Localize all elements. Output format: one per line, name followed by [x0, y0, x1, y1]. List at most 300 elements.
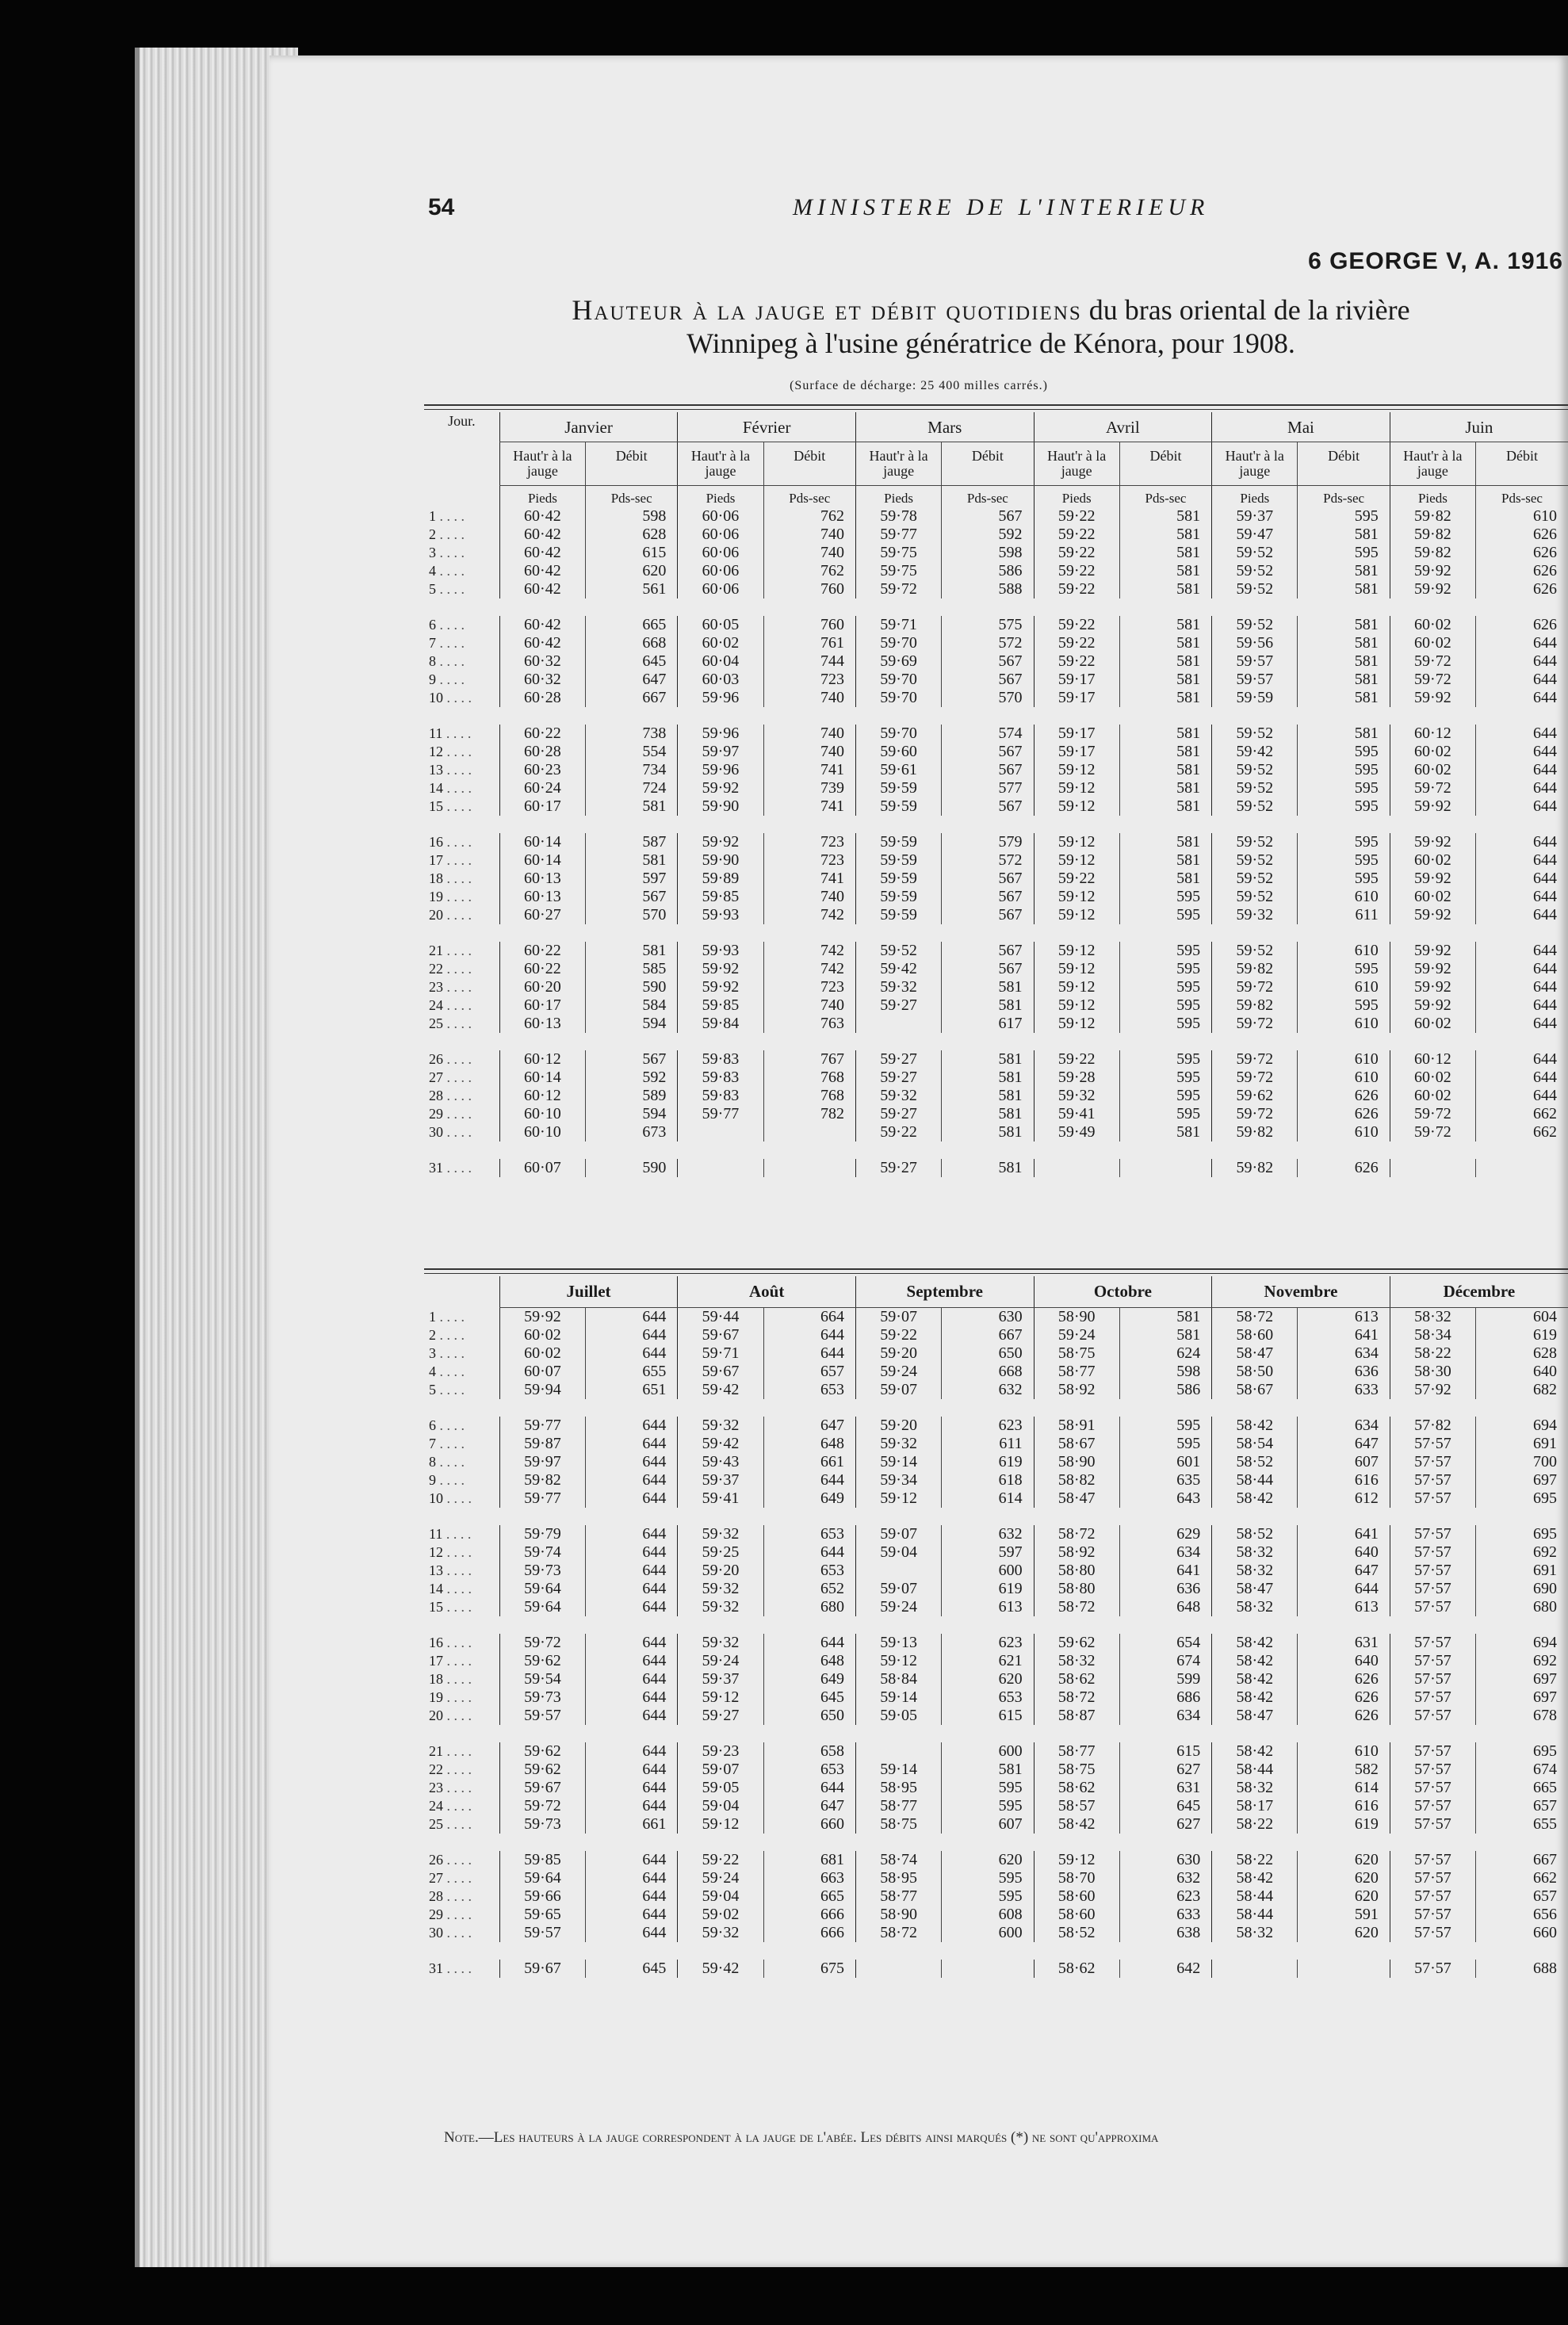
discharge-cell: 581 [942, 1761, 1034, 1779]
gauge-height-cell: 59·52 [1212, 870, 1298, 888]
discharge-cell: 581 [1298, 689, 1390, 707]
discharge-unit: Pds-sec [1119, 486, 1211, 508]
gauge-height-cell: 60·42 [499, 507, 585, 526]
gauge-height-cell: 58·32 [1390, 1308, 1475, 1327]
gauge-height-cell: 60·14 [499, 1069, 585, 1087]
discharge-cell: 644 [586, 1869, 678, 1887]
day-row [424, 1924, 1568, 1942]
discharge-cell: 668 [942, 1363, 1034, 1381]
leader-dots: . . . . [443, 889, 472, 904]
day-row [424, 797, 1568, 816]
discharge-cell: 653 [942, 1688, 1034, 1707]
leader-dots: . . . . [436, 1308, 465, 1325]
discharge-cell: 657 [1476, 1887, 1568, 1906]
gauge-height-cell: 59·44 [678, 1308, 763, 1327]
discharge-cell: 581 [1298, 526, 1390, 544]
discharge-cell: 644 [1476, 652, 1568, 671]
discharge-cell: 628 [1476, 1344, 1568, 1363]
gauge-height-cell: 59·93 [678, 942, 763, 960]
discharge-cell: 581 [1298, 725, 1390, 743]
day-row [424, 1453, 1568, 1471]
gauge-height-cell: 59·75 [855, 562, 941, 580]
gauge-height-cell: 58·42 [1212, 1670, 1298, 1688]
discharge-cell: 595 [1119, 978, 1211, 996]
gauge-height-cell: 58·42 [1034, 1815, 1119, 1834]
discharge-cell: 567 [942, 797, 1034, 816]
gauge-height-cell: 59·43 [678, 1453, 763, 1471]
gauge-height-cell [1212, 1960, 1298, 1978]
table1-top-rule [424, 404, 1568, 406]
gauge-height-cell: 59·22 [1034, 526, 1119, 544]
day-row [424, 507, 1568, 526]
gauge-height-cell: 59·82 [1390, 544, 1475, 562]
gauge-height-cell: 58·17 [1212, 1797, 1298, 1815]
gauge-height-cell: 59·22 [1034, 652, 1119, 671]
discharge-cell: 581 [1119, 634, 1211, 652]
discharge-cell: 741 [763, 870, 855, 888]
gauge-height-cell: 59·22 [1034, 1050, 1119, 1069]
discharge-cell: 570 [586, 906, 678, 924]
day-row [424, 1015, 1568, 1033]
gauge-height-cell: 58·75 [1034, 1344, 1119, 1363]
gauge-height-cell: 60·12 [1390, 1050, 1475, 1069]
gauge-height-cell: 60·32 [499, 652, 585, 671]
gauge-height-cell: 59·64 [499, 1598, 585, 1616]
gauge-height-cell: 59·83 [678, 1050, 763, 1069]
discharge-cell: 619 [942, 1453, 1034, 1471]
discharge-cell: 620 [942, 1670, 1034, 1688]
discharge-cell: 686 [1119, 1688, 1211, 1707]
gauge-height-cell: 59·92 [1390, 870, 1475, 888]
discharge-header: Débit [1476, 442, 1568, 486]
gauge-height-cell: 59·72 [1390, 1123, 1475, 1141]
discharge-cell: 598 [1119, 1363, 1211, 1381]
gauge-height-cell: 59·34 [855, 1471, 941, 1489]
discharge-cell: 644 [586, 1417, 678, 1435]
gauge-height-cell: 59·84 [678, 1015, 763, 1033]
day-row [424, 562, 1568, 580]
gauge-height-cell: 59·92 [678, 779, 763, 797]
gauge-height-cell: 59·92 [1390, 580, 1475, 598]
gauge-height-cell: 58·42 [1212, 1489, 1298, 1508]
discharge-cell: 651 [586, 1381, 678, 1399]
gauge-height-header: Haut'r à la jauge [1390, 442, 1475, 486]
discharge-cell: 610 [1476, 507, 1568, 526]
discharge-cell: 644 [586, 1525, 678, 1543]
leader-dots: . . . . [443, 1635, 472, 1650]
running-head [270, 194, 1568, 274]
day-number: 2 . . . . [429, 526, 465, 542]
discharge-cell: 620 [1298, 1851, 1390, 1869]
gauge-height-cell: 59·82 [1212, 1123, 1298, 1141]
day-number: 5 . . . . [429, 581, 465, 597]
gauge-height-cell [855, 1562, 941, 1580]
discharge-cell: 664 [763, 1308, 855, 1327]
gauge-height-cell: 59·96 [678, 725, 763, 743]
discharge-cell: 644 [1476, 779, 1568, 797]
discharge-cell: 742 [763, 960, 855, 978]
discharge-cell: 688 [1476, 1960, 1568, 1978]
leader-dots: . . . . [443, 1852, 472, 1868]
discharge-cell: 636 [1119, 1580, 1211, 1598]
day-row [424, 1562, 1568, 1580]
discharge-cell: 581 [1298, 652, 1390, 671]
day-row [424, 978, 1568, 996]
discharge-cell: 662 [1476, 1123, 1568, 1141]
gauge-height-cell: 60·13 [499, 888, 585, 906]
discharge-cell: 644 [586, 1580, 678, 1598]
discharge-cell: 644 [763, 1326, 855, 1344]
gauge-height-cell: 59·12 [1034, 960, 1119, 978]
discharge-cell: 581 [1119, 689, 1211, 707]
gauge-height-cell: 59·14 [855, 1688, 941, 1707]
discharge-header: Débit [763, 442, 855, 486]
discharge-cell [763, 1159, 855, 1177]
gauge-height-cell: 60·07 [499, 1159, 585, 1177]
discharge-cell: 633 [1119, 1906, 1211, 1924]
discharge-cell: 598 [942, 544, 1034, 562]
discharge-cell: 599 [1119, 1670, 1211, 1688]
discharge-cell [1476, 1159, 1568, 1177]
day-row [424, 942, 1568, 960]
gauge-height-cell: 57·57 [1390, 1580, 1475, 1598]
discharge-cell: 581 [1119, 870, 1211, 888]
gauge-height-cell: 59·12 [855, 1652, 941, 1670]
discharge-cell: 691 [1476, 1562, 1568, 1580]
gauge-height-cell: 59·27 [855, 1159, 941, 1177]
gauge-height-cell: 60·22 [499, 942, 585, 960]
gauge-height-cell: 58·44 [1212, 1471, 1298, 1489]
discharge-cell: 620 [1298, 1924, 1390, 1942]
day-row [424, 1707, 1568, 1725]
discharge-cell: 567 [942, 671, 1034, 689]
day-row [424, 1344, 1568, 1363]
discharge-cell: 567 [942, 870, 1034, 888]
gauge-height-cell: 60·20 [499, 978, 585, 996]
leader-dots: . . . . [436, 545, 465, 560]
leader-dots: . . . . [436, 1382, 465, 1398]
gauge-height-header: Haut'r à la jauge [1212, 442, 1298, 486]
gauge-height-cell: 60·12 [499, 1050, 585, 1069]
discharge-cell: 644 [1476, 978, 1568, 996]
day-number: 22 . . . . [429, 961, 472, 977]
gauge-height-cell: 58·77 [1034, 1363, 1119, 1381]
discharge-cell: 644 [586, 1344, 678, 1363]
day-row [424, 1779, 1568, 1797]
discharge-cell [1119, 1159, 1211, 1177]
discharge-cell: 641 [1298, 1326, 1390, 1344]
gauge-height-cell: 57·57 [1390, 1489, 1475, 1508]
gauge-height-cell: 59·32 [855, 1087, 941, 1105]
discharge-cell: 744 [763, 652, 855, 671]
day-row [424, 1869, 1568, 1887]
gauge-height-cell: 57·57 [1390, 1688, 1475, 1707]
discharge-cell: 644 [586, 1453, 678, 1471]
gauge-height-cell: 60·04 [678, 652, 763, 671]
discharge-cell: 615 [942, 1707, 1034, 1725]
discharge-cell: 601 [1119, 1453, 1211, 1471]
gauge-height-cell: 58·30 [1390, 1363, 1475, 1381]
discharge-cell: 674 [1476, 1761, 1568, 1779]
gauge-height-cell: 58·34 [1390, 1326, 1475, 1344]
discharge-cell: 626 [1476, 616, 1568, 634]
discharge-cell: 597 [942, 1543, 1034, 1562]
gauge-height-cell: 59·92 [678, 833, 763, 851]
leader-dots: . . . . [443, 1124, 472, 1140]
gauge-height-cell: 58·47 [1212, 1707, 1298, 1725]
gauge-height-cell: 60·02 [1390, 851, 1475, 870]
day-number: 23 . . . . [429, 979, 472, 995]
day-row [424, 996, 1568, 1015]
gauge-height-cell: 59·24 [678, 1652, 763, 1670]
leader-dots: . . . . [443, 1780, 472, 1795]
gauge-height-cell: 59·60 [855, 743, 941, 761]
gauge-height-cell: 60·02 [1390, 761, 1475, 779]
gauge-height-cell: 57·57 [1390, 1960, 1475, 1978]
leader-dots: . . . . [436, 1417, 465, 1433]
discharge-cell: 653 [763, 1761, 855, 1779]
discharge-cell: 665 [1476, 1779, 1568, 1797]
discharge-cell: 584 [586, 996, 678, 1015]
leader-dots: . . . . [443, 1925, 472, 1941]
day-row [424, 1417, 1568, 1435]
discharge-cell: 644 [586, 1797, 678, 1815]
discharge-cell: 644 [586, 1670, 678, 1688]
discharge-cell: 638 [1119, 1924, 1211, 1942]
discharge-table-jan-jun [424, 412, 1568, 1177]
gauge-height-cell: 59·42 [1212, 743, 1298, 761]
gauge-height-cell: 57·57 [1390, 1924, 1475, 1942]
leader-dots: . . . . [443, 834, 472, 850]
discharge-cell: 644 [1476, 851, 1568, 870]
discharge-cell: 645 [586, 1960, 678, 1978]
leader-dots: . . . . [443, 798, 472, 814]
discharge-cell: 581 [1298, 562, 1390, 580]
discharge-cell: 595 [1119, 888, 1211, 906]
gauge-height-cell: 57·57 [1390, 1742, 1475, 1761]
discharge-cell: 620 [1298, 1869, 1390, 1887]
gauge-height-cell: 58·77 [855, 1797, 941, 1815]
discharge-cell: 640 [1298, 1652, 1390, 1670]
discharge-cell: 768 [763, 1087, 855, 1105]
discharge-cell: 581 [1298, 671, 1390, 689]
gauge-height-cell: 59·12 [1034, 996, 1119, 1015]
discharge-cell: 644 [1476, 743, 1568, 761]
gauge-height-cell: 59·67 [499, 1779, 585, 1797]
gauge-height-cell: 59·59 [855, 797, 941, 816]
discharge-header: Débit [1119, 442, 1211, 486]
gauge-height-cell: 59·59 [1212, 689, 1298, 707]
day-row [424, 1688, 1568, 1707]
day-row [424, 1580, 1568, 1598]
discharge-cell: 581 [942, 996, 1034, 1015]
gauge-height-cell: 59·83 [678, 1069, 763, 1087]
gauge-height-cell [1034, 1159, 1119, 1177]
discharge-cell: 588 [942, 580, 1034, 598]
day-number: 20 . . . . [429, 907, 472, 923]
gauge-height-cell: 59·12 [678, 1688, 763, 1707]
gauge-height-cell: 59·92 [1390, 562, 1475, 580]
gauge-height-cell: 59·77 [678, 1105, 763, 1123]
leader-dots: . . . . [443, 1490, 472, 1506]
gauge-height-cell: 58·72 [1034, 1525, 1119, 1543]
day-number: 7 . . . . [429, 1436, 465, 1451]
discharge-cell: 618 [942, 1471, 1034, 1489]
day-number: 28 . . . . [429, 1088, 472, 1103]
discharge-cell: 767 [763, 1050, 855, 1069]
gauge-height-cell: 58·32 [1034, 1652, 1119, 1670]
discharge-cell: 645 [1119, 1797, 1211, 1815]
gauge-height-cell: 58·22 [1212, 1851, 1298, 1869]
gauge-height-cell: 58·72 [1034, 1598, 1119, 1616]
discharge-cell: 581 [1119, 797, 1211, 816]
discharge-cell: 644 [1476, 634, 1568, 652]
gauge-height-cell: 58·54 [1212, 1435, 1298, 1453]
leader-dots: . . . . [443, 979, 472, 995]
gauge-height-cell: 59·04 [855, 1543, 941, 1562]
leader-dots: . . . . [443, 1761, 472, 1777]
gauge-height-cell: 60·22 [499, 725, 585, 743]
discharge-cell: 577 [942, 779, 1034, 797]
gauge-height-cell: 59·57 [499, 1707, 585, 1725]
gauge-height-cell: 60·10 [499, 1105, 585, 1123]
discharge-cell: 740 [763, 544, 855, 562]
gauge-height-cell: 59·27 [855, 1069, 941, 1087]
leader-dots: . . . . [443, 1069, 472, 1085]
discharge-cell: 595 [1298, 544, 1390, 562]
gauge-height-cell: 59·92 [1390, 942, 1475, 960]
gauge-height-cell: 59·72 [1212, 1105, 1298, 1123]
gauge-height-cell: 59·41 [1034, 1105, 1119, 1123]
gauge-height-cell: 59·37 [678, 1471, 763, 1489]
gauge-height-cell: 59·77 [855, 526, 941, 544]
gauge-height-cell: 60·10 [499, 1123, 585, 1141]
discharge-cell: 644 [763, 1543, 855, 1562]
discharge-cell: 567 [942, 652, 1034, 671]
gauge-height-cell: 59·82 [1212, 960, 1298, 978]
gauge-unit: Pieds [1212, 486, 1298, 508]
gauge-unit: Pieds [1390, 486, 1475, 508]
discharge-cell: 642 [1119, 1960, 1211, 1978]
day-row [424, 1471, 1568, 1489]
discharge-cell: 655 [1476, 1815, 1568, 1834]
gauge-height-cell: 59·92 [678, 960, 763, 978]
gauge-height-cell: 59·24 [855, 1363, 941, 1381]
discharge-cell: 742 [763, 942, 855, 960]
discharge-cell: 572 [942, 634, 1034, 652]
discharge-cell: 644 [1476, 833, 1568, 851]
gauge-height-cell: 60·12 [1390, 725, 1475, 743]
discharge-cell: 640 [1476, 1363, 1568, 1381]
gauge-height-cell: 59·52 [1212, 544, 1298, 562]
gauge-height-cell: 59·22 [1034, 507, 1119, 526]
discharge-cell: 595 [1298, 870, 1390, 888]
gauge-unit: Pieds [1034, 486, 1119, 508]
day-number: 1 . . . . [429, 508, 465, 524]
discharge-cell: 592 [586, 1069, 678, 1087]
gauge-height-cell: 59·04 [678, 1887, 763, 1906]
gauge-height-cell: 59·17 [1034, 743, 1119, 761]
day-row [424, 652, 1568, 671]
day-number: 18 . . . . [429, 1671, 472, 1687]
discharge-cell: 597 [586, 870, 678, 888]
discharge-cell: 581 [1298, 634, 1390, 652]
gauge-height-cell: 59·57 [1212, 671, 1298, 689]
discharge-cell: 647 [1298, 1562, 1390, 1580]
gauge-height-cell: 59·59 [855, 906, 941, 924]
discharge-cell: 595 [1119, 1417, 1211, 1435]
discharge-cell: 610 [1298, 888, 1390, 906]
gauge-height-cell: 60·28 [499, 689, 585, 707]
gauge-unit: Pieds [855, 486, 941, 508]
discharge-cell: 739 [763, 779, 855, 797]
gauge-height-cell: 59·12 [1034, 779, 1119, 797]
discharge-cell: 632 [942, 1381, 1034, 1399]
discharge-cell: 619 [1476, 1326, 1568, 1344]
discharge-cell: 644 [586, 1308, 678, 1327]
day-number: 14 . . . . [429, 780, 472, 796]
gauge-height-cell: 60·06 [678, 526, 763, 544]
gauge-height-cell: 60·14 [499, 851, 585, 870]
gauge-height-cell: 59·72 [499, 1797, 585, 1815]
discharge-cell: 644 [586, 1435, 678, 1453]
discharge-cell: 644 [586, 1851, 678, 1869]
gauge-height-cell: 59·92 [1390, 797, 1475, 816]
discharge-cell: 567 [942, 761, 1034, 779]
gauge-height-cell: 59·17 [1034, 689, 1119, 707]
discharge-cell: 697 [1476, 1471, 1568, 1489]
gauge-height-cell: 58·42 [1212, 1742, 1298, 1761]
discharge-cell: 590 [586, 978, 678, 996]
gauge-height-cell: 59·59 [855, 888, 941, 906]
day-row [424, 1634, 1568, 1652]
discharge-cell: 723 [763, 851, 855, 870]
gauge-height-cell: 59·97 [678, 743, 763, 761]
gauge-height-cell: 59·12 [1034, 833, 1119, 851]
day-row [424, 1598, 1568, 1616]
gauge-height-cell: 58·80 [1034, 1562, 1119, 1580]
gauge-height-cell: 59·52 [1212, 779, 1298, 797]
gauge-height-cell: 59·52 [1212, 616, 1298, 634]
discharge-cell: 614 [942, 1489, 1034, 1508]
leader-dots: . . . . [442, 1526, 472, 1542]
discharge-cell: 581 [1119, 1123, 1211, 1141]
discharge-cell: 610 [1298, 1050, 1390, 1069]
day-number: 13 . . . . [429, 1562, 472, 1578]
gauge-height-cell: 59·90 [678, 851, 763, 870]
day-number: 8 . . . . [429, 653, 465, 669]
discharge-cell: 697 [1476, 1688, 1568, 1707]
discharge-cell: 581 [1119, 580, 1211, 598]
day-number: 26 . . . . [429, 1852, 472, 1868]
discharge-cell: 695 [1476, 1742, 1568, 1761]
gauge-height-cell: 57·57 [1390, 1634, 1475, 1652]
day-number: 7 . . . . [429, 635, 465, 651]
gauge-height-cell: 59·37 [1212, 507, 1298, 526]
discharge-cell: 644 [586, 1688, 678, 1707]
discharge-cell: 700 [1476, 1453, 1568, 1471]
discharge-cell: 680 [763, 1598, 855, 1616]
month-header: Décembre [1390, 1276, 1568, 1308]
leader-dots: . . . . [443, 997, 472, 1013]
gauge-height-cell: 57·57 [1390, 1707, 1475, 1725]
gauge-height-cell: 59·42 [855, 960, 941, 978]
leader-dots: . . . . [436, 508, 465, 524]
discharge-cell: 567 [942, 743, 1034, 761]
discharge-cell: 595 [1119, 942, 1211, 960]
gauge-height-cell: 59·56 [1212, 634, 1298, 652]
day-number: 27 . . . . [429, 1870, 472, 1886]
